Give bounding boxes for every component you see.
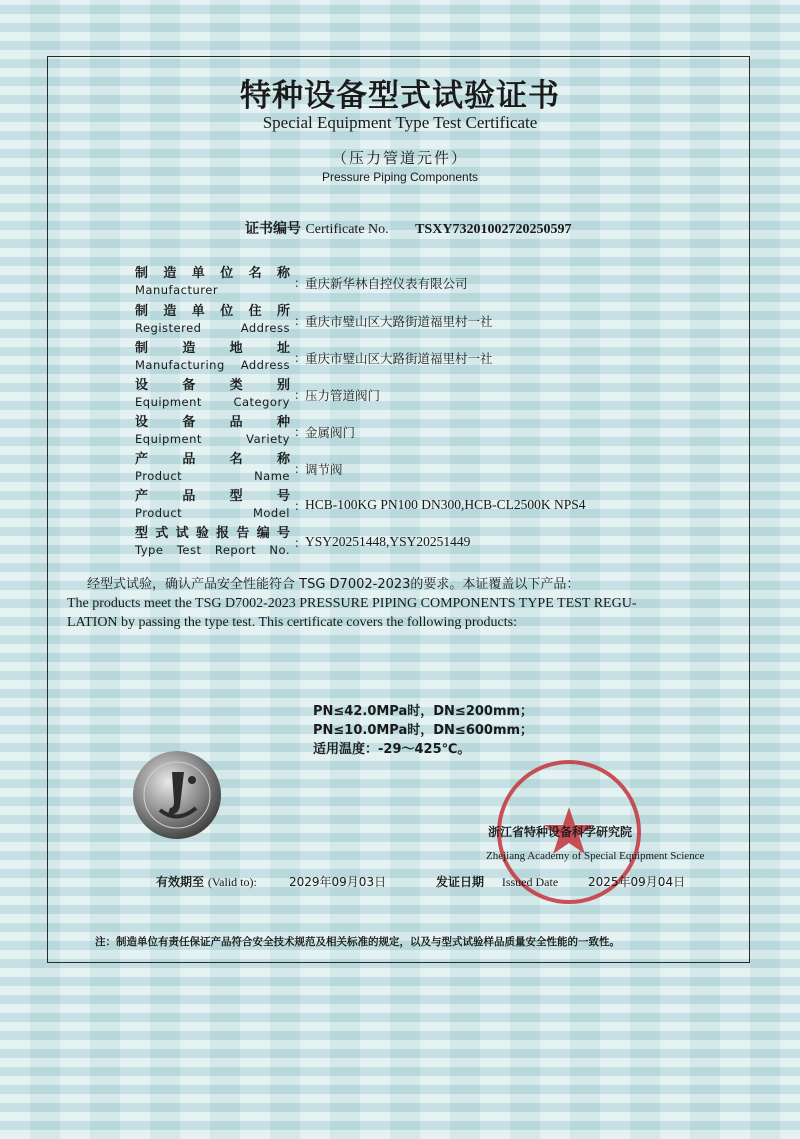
field-manufacturing-address bbox=[135, 341, 715, 377]
field-colon: ： bbox=[294, 462, 307, 476]
issuer-name-en: Zhejiang Academy of Special Equipment Science bbox=[486, 850, 705, 862]
field-label-en: Manufacturing Address bbox=[135, 358, 290, 372]
field-label-cn: 制造地址 bbox=[135, 341, 290, 356]
statement-en-line-1: The products meet the TSG D7002-2023 PRESSURE PIPING COMPONENTS TYPE TEST REGU- bbox=[67, 596, 637, 611]
field-equipment-variety bbox=[135, 415, 715, 451]
spec-line: 适用温度：-29～425℃。 bbox=[313, 742, 471, 757]
field-value: YSY20251448,YSY20251449 bbox=[305, 534, 471, 549]
statement-en bbox=[67, 594, 732, 632]
field-type-test-report-no bbox=[135, 526, 715, 562]
field-manufacturer bbox=[135, 266, 715, 302]
field-label-cn: 设备类别 bbox=[135, 378, 290, 393]
category-en: Pressure Piping Components bbox=[321, 170, 479, 184]
statement-cn: 经型式试验，确认产品安全性能符合 TSG D7002-2023的要求。本证覆盖以下产品： bbox=[87, 577, 580, 592]
field-value: 调节阀 bbox=[305, 462, 343, 477]
field-label-en: Product Name bbox=[135, 469, 290, 483]
field-label-en: Product Model bbox=[135, 506, 290, 520]
field-colon: ： bbox=[294, 425, 307, 439]
valid-label-cn: 有效期至 bbox=[156, 875, 205, 889]
field-product-model bbox=[135, 489, 715, 525]
hologram-security-sticker bbox=[132, 750, 222, 840]
field-label-en: Type Test Report No. bbox=[135, 543, 290, 557]
issued-date: 2025年09月04日 bbox=[588, 875, 686, 889]
valid-label-en: (Valid to): bbox=[207, 875, 257, 889]
field-label-cn: 产品名称 bbox=[135, 452, 290, 467]
spec-line: PN≤42.0MPa时，DN≤200mm； bbox=[313, 704, 534, 719]
field-colon: ： bbox=[294, 499, 307, 513]
field-colon: ： bbox=[294, 276, 307, 290]
field-value: HCB-100KG PN100 DN300,HCB-CL2500K NPS4 bbox=[305, 497, 586, 512]
field-value: 压力管道阀门 bbox=[305, 388, 381, 403]
field-registered-address bbox=[135, 304, 715, 340]
field-value: 金属阀门 bbox=[305, 425, 356, 440]
valid-to-row bbox=[156, 873, 257, 890]
certificate-label-cn: 证书编号 bbox=[245, 221, 301, 237]
issued-label-en: Issued Date bbox=[501, 875, 559, 889]
field-colon: ： bbox=[294, 351, 307, 365]
field-value: 重庆市璧山区大路街道福里村一社 bbox=[305, 351, 493, 366]
issued-label-cn: 发证日期 bbox=[436, 875, 485, 889]
statement-en-line-2: LATION by passing the type test. This certificate covers the following products: bbox=[67, 615, 517, 630]
field-label-en: Equipment Variety bbox=[135, 432, 290, 446]
field-colon: ： bbox=[294, 314, 307, 328]
category-cn: （压力管道元件） bbox=[331, 149, 468, 167]
certificate-title: 特种设备型式试验证书 bbox=[240, 78, 560, 114]
field-label-cn: 型式试验报告编号 bbox=[135, 526, 290, 541]
field-colon: ： bbox=[294, 388, 307, 402]
field-label-en: Equipment Category bbox=[135, 395, 290, 409]
certificate-number-row bbox=[245, 218, 571, 238]
field-product-name bbox=[135, 452, 715, 488]
valid-date: 2029年09月03日 bbox=[289, 875, 387, 889]
certificate-number: TSXY73201002720250597 bbox=[415, 222, 572, 237]
field-label-en: Manufacturer bbox=[135, 283, 219, 297]
field-label-cn: 设备品种 bbox=[135, 415, 290, 430]
field-label-cn: 制造单位名称 bbox=[135, 266, 290, 281]
field-label-cn: 制造单位住所 bbox=[135, 304, 290, 319]
field-label-cn: 产品型号 bbox=[135, 489, 290, 504]
field-colon: ： bbox=[294, 536, 307, 550]
certificate-title-en: Special Equipment Type Test Certificate bbox=[262, 113, 538, 132]
field-equipment-category bbox=[135, 378, 715, 414]
issued-row bbox=[436, 873, 558, 890]
footnote: 注：制造单位有责任保证产品符合安全技术规范及相关标准的规定，以及与型式试验样品质量安全性能的一致性。 bbox=[95, 936, 620, 948]
field-value: 重庆市璧山区大路街道福里村一社 bbox=[305, 314, 493, 329]
spec-line: PN≤10.0MPa时，DN≤600mm； bbox=[313, 723, 534, 738]
field-label-en: Registered Address bbox=[135, 321, 290, 335]
issuer-name-cn: 浙江省特种设备科学研究院 bbox=[488, 825, 633, 839]
certificate-label-en: Certificate No. bbox=[305, 222, 389, 237]
field-value: 重庆新华林自控仪表有限公司 bbox=[305, 276, 468, 291]
